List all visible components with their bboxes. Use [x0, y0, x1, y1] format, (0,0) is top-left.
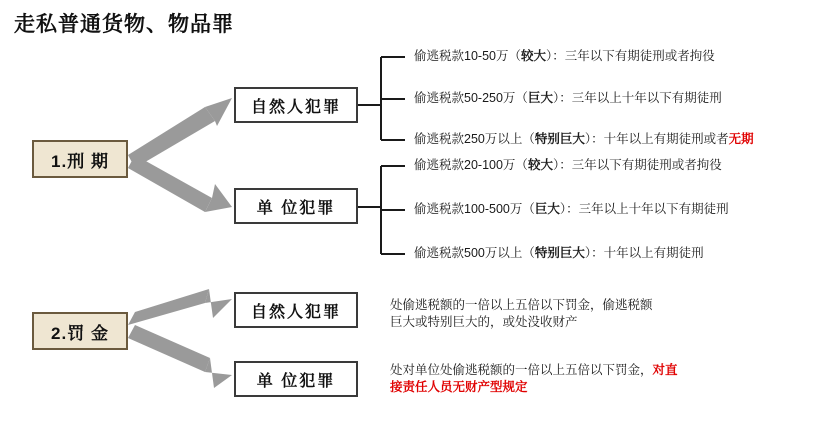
branch-node-label: 自然人犯罪 — [250, 98, 341, 116]
leaf-pre: 处对单位处偷逃税额的一倍以上五倍以下罚金， — [390, 363, 653, 377]
leaf-text — [390, 362, 680, 396]
leaf-bold: 较大 — [520, 49, 546, 63]
leaf-bold: 特别巨大 — [534, 246, 585, 260]
branch-node-label: 单 位犯罪 — [256, 199, 336, 217]
leaf-post: ）：十年以上有期徒刑 — [584, 246, 704, 260]
leaf-pre: 偷逃税款250万以上（ — [414, 132, 535, 146]
root-node-1-label: 1.刑 期 — [51, 151, 109, 171]
leaf-highlight: 对直接责任人员无财产型规定 — [390, 363, 678, 394]
leaf-bold: 特别巨大 — [534, 132, 585, 146]
leaf-text — [414, 90, 722, 107]
leaf-post: ）：三年以上十年以下有期徒刑 — [552, 91, 722, 105]
branch-node-unit-sentence — [234, 188, 358, 224]
branch-node-natural-person-fine — [234, 292, 358, 328]
leaf-pre: 偷逃税款10-50万（ — [414, 49, 521, 63]
page-title: 走私普通货物、物品罪 — [14, 13, 234, 36]
leaf-bold: 巨大 — [534, 202, 560, 216]
leaf-pre: 偷逃税款50-250万（ — [414, 91, 528, 105]
leaf-bold: 较大 — [527, 158, 553, 172]
leaf-pre: 偷逃税款100-500万（ — [414, 202, 535, 216]
leaf-text — [414, 201, 729, 218]
leaf-pre: 偷逃税款500万以上（ — [414, 246, 535, 260]
root-node-2-label: 2.罚 金 — [51, 323, 109, 343]
leaf-text — [414, 48, 715, 65]
leaf-text — [414, 157, 722, 174]
leaf-text — [414, 245, 704, 262]
leaf-post: ）：三年以上十年以下有期徒刑 — [559, 202, 729, 216]
branch-node-label: 自然人犯罪 — [250, 303, 341, 321]
branch-node-natural-person-sentence — [234, 87, 358, 123]
leaf-post: ）：三年以下有期徒刑或者拘役 — [546, 49, 715, 63]
leaf-bold: 巨大 — [527, 91, 553, 105]
leaf-post: ）：十年以上有期徒刑或者 — [584, 132, 729, 146]
leaf-pre: 处偷逃税额的一倍以上五倍以下罚金，偷逃税额巨大或特别巨大的，或处没收财产 — [390, 298, 653, 329]
leaf-pre: 偷逃税款20-100万（ — [414, 158, 528, 172]
leaf-highlight: 无期 — [728, 132, 754, 146]
branch-node-unit-fine — [234, 361, 358, 397]
leaf-text — [414, 131, 754, 148]
root-node-2 — [32, 312, 128, 350]
leaf-post: ）：三年以下有期徒刑或者拘役 — [552, 158, 722, 172]
branch-node-label: 单 位犯罪 — [256, 372, 336, 390]
root-node-1 — [32, 140, 128, 178]
leaf-text — [390, 297, 660, 331]
